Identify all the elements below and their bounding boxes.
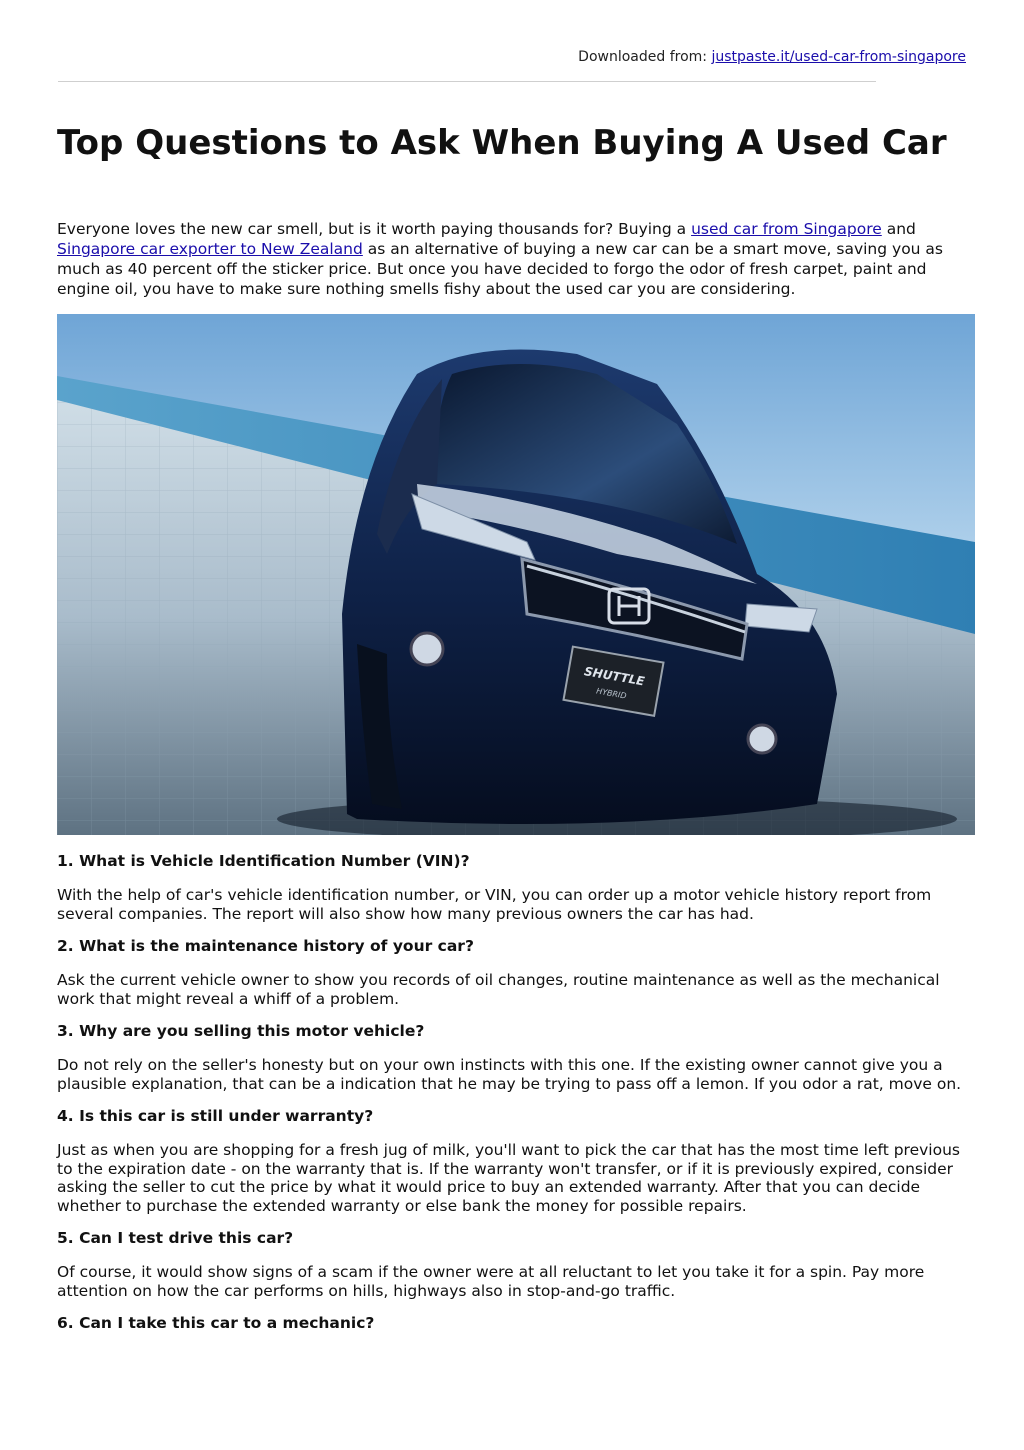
intro-paragraph (57, 219, 971, 299)
question-heading-2: 2. What is the maintenance history of your car? (57, 937, 474, 955)
exporter-link[interactable]: Singapore car exporter to New Zealand (57, 240, 363, 258)
question-heading-4: 4. Is this car is still under warranty? (57, 1107, 374, 1125)
used-car-link[interactable]: used car from Singapore (691, 220, 882, 238)
question-heading-1: 1. What is Vehicle Identification Number (VIN)? (57, 852, 470, 870)
page-title: Top Questions to Ask When Buying A Used Car (57, 123, 947, 163)
question-heading-6: 6. Can I take this car to a mechanic? (57, 1314, 375, 1332)
right-fog-lamp (748, 725, 776, 753)
answer-paragraph-2: Ask the current vehicle owner to show you records of oil changes, routine maintenance as well as the mechanical work that might reveal a whiff of a problem. (57, 971, 940, 1008)
plate-badge-line2: HYBRID (595, 686, 628, 701)
question-heading-3: 3. Why are you selling this motor vehicle? (57, 1022, 425, 1040)
car-photo (57, 314, 975, 835)
download-note (578, 48, 966, 66)
intro-text-1: Everyone loves the new car smell, but is it worth paying thousands for? Buying a (57, 220, 692, 238)
question-list (57, 850, 973, 1348)
answer-paragraph-4: Just as when you are shopping for a fresh jug of milk, you'll want to pick the car that has the most time left previous to the expiration date - on the warranty that is. If the warranty won't transfer, or if it is previously expired, consider asking the seller to cut the price by what it would price to buy an extended warranty. After that you can decide whether to purchase the extended warranty or else bank the money for possible repairs. (57, 1141, 960, 1215)
intro-text-3: as an alternative of buying a new car can be a smart move, saving you as much as 40 percent off the sticker price. But once you have decided to forgo the odor of fresh carpet, paint and engine oil, you have to make sure nothing smells fishy about the used car you are considering. (57, 240, 944, 298)
question-heading-5: 5. Can I test drive this car? (57, 1229, 294, 1247)
header-divider (58, 81, 876, 82)
answer-paragraph-5: Of course, it would show signs of a scam if the owner were at all reluctant to let you take it for a spin. Pay more attention on how the car performs on hills, highways also in stop-and-go traffic. (57, 1263, 925, 1300)
answer-paragraph-3: Do not rely on the seller's honesty but on your own instincts with this one. If the existing owner cannot give you a plausible explanation, that can be a indication that he may be trying to pass off a lemon. If you odor a rat, move on. (57, 1056, 962, 1093)
answer-paragraph-1: With the help of car's vehicle identification number, or VIN, you can order up a motor vehicle history report from several companies. The report will also show how many previous owners the car has had. (57, 886, 932, 923)
intro-text-2: and (881, 220, 916, 238)
source-link[interactable]: justpaste.it/used-car-from-singapore (711, 49, 966, 65)
downloaded-label: Downloaded from: (578, 49, 708, 65)
plate-badge-line1: SHUTTLE (583, 664, 646, 689)
left-fog-lamp (411, 633, 443, 665)
